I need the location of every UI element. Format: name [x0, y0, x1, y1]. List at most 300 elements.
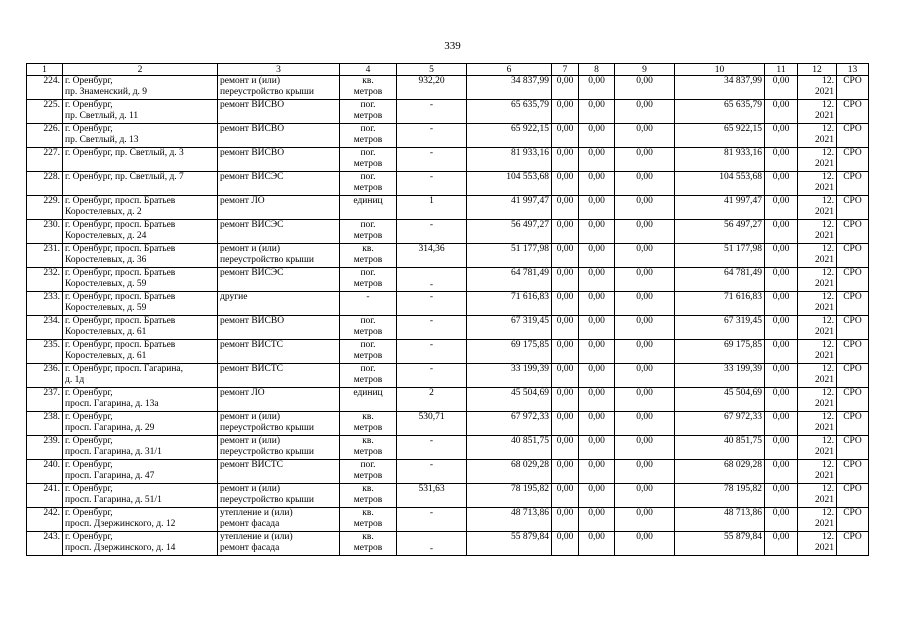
quantity-cell: 932,20: [397, 76, 467, 100]
column-header: 3: [218, 64, 340, 76]
unit-cell-line: метров: [353, 279, 383, 289]
value-cell-11: 0,00: [765, 340, 798, 364]
method-cell: СРО: [837, 364, 869, 388]
address-cell-line: Коростелевых, д. 61: [65, 327, 147, 337]
column-header: 4: [340, 64, 397, 76]
work-type-cell-line: ремонт ВИСВО: [220, 100, 285, 110]
value-cell-8: 0,00: [579, 292, 615, 316]
address-cell-line: просп. Гагарина, д. 51/1: [65, 495, 162, 505]
table-row: [27, 148, 869, 172]
unit-cell: [340, 196, 397, 220]
unit-cell-line: метров: [353, 351, 383, 361]
total-cost-cell: 69 175,85: [467, 340, 552, 364]
deadline-cell-line: 12.: [822, 220, 834, 230]
table-row: [27, 196, 869, 220]
address-cell: [63, 364, 218, 388]
deadline-cell-line: 2021: [815, 111, 834, 121]
unit-cell-line: метров: [353, 519, 383, 529]
unit-cell-line: пог.: [360, 460, 376, 470]
deadline-cell-line: 12.: [822, 172, 834, 182]
deadline-cell-line: 12.: [822, 196, 834, 206]
value-cell-10: 68 029,28: [675, 460, 765, 484]
value-cell-9: 0,00: [615, 244, 675, 268]
value-cell-7: 0,00: [552, 76, 579, 100]
unit-cell: [340, 508, 397, 532]
quantity-cell: 530,71: [397, 412, 467, 436]
unit-cell-line: метров: [353, 135, 383, 145]
deadline-cell: [798, 388, 837, 412]
register-table: [26, 63, 869, 556]
work-type-cell: [218, 220, 340, 244]
column-header: 5: [397, 64, 467, 76]
value-cell-8: 0,00: [579, 100, 615, 124]
value-cell-7: 0,00: [552, 484, 579, 508]
work-type-cell: [218, 76, 340, 100]
row-number: 233.: [27, 292, 63, 316]
row-number: 232.: [27, 268, 63, 292]
deadline-cell-line: 12.: [822, 532, 834, 542]
unit-cell-line: единиц: [353, 388, 383, 398]
method-cell: СРО: [837, 460, 869, 484]
address-cell-line: г. Оренбург, просп. Гагарина,: [65, 364, 183, 374]
quantity-cell: -: [397, 268, 467, 292]
deadline-cell-line: 12.: [822, 76, 834, 86]
table-row: [27, 124, 869, 148]
deadline-cell-line: 2021: [815, 87, 834, 97]
method-cell: СРО: [837, 100, 869, 124]
value-cell-9: 0,00: [615, 532, 675, 556]
unit-cell: [340, 100, 397, 124]
unit-cell-line: метров: [353, 423, 383, 433]
work-type-cell-line: ремонт фасада: [220, 519, 280, 529]
deadline-cell-line: 2021: [815, 327, 834, 337]
value-cell-9: 0,00: [615, 508, 675, 532]
method-cell: СРО: [837, 508, 869, 532]
quantity-cell: -: [397, 364, 467, 388]
value-cell-11: 0,00: [765, 532, 798, 556]
deadline-cell: [798, 268, 837, 292]
table-row: [27, 316, 869, 340]
deadline-cell-line: 12.: [822, 268, 834, 278]
work-type-cell: [218, 316, 340, 340]
value-cell-10: 51 177,98: [675, 244, 765, 268]
work-type-cell: [218, 124, 340, 148]
value-cell-10: 65 635,79: [675, 100, 765, 124]
total-cost-cell: 48 713,86: [467, 508, 552, 532]
address-cell: [63, 388, 218, 412]
row-number: 225.: [27, 100, 63, 124]
unit-cell-line: пог.: [360, 268, 376, 278]
value-cell-7: 0,00: [552, 268, 579, 292]
table-row: [27, 244, 869, 268]
unit-cell-line: метров: [353, 255, 383, 265]
deadline-cell-line: 12.: [822, 316, 834, 326]
unit-cell-line: -: [366, 292, 370, 302]
unit-cell: [340, 412, 397, 436]
quantity-cell: -: [397, 436, 467, 460]
unit-cell-line: метров: [353, 87, 383, 97]
deadline-cell: [798, 124, 837, 148]
work-type-cell-line: переустройство крыши: [220, 423, 314, 433]
table-row: [27, 76, 869, 100]
unit-cell-line: кв.: [362, 508, 374, 518]
table-row: [27, 292, 869, 316]
address-cell-line: г. Оренбург, просп. Братьев: [65, 340, 176, 350]
quantity-cell: 2: [397, 388, 467, 412]
deadline-cell-line: 2021: [815, 303, 834, 313]
work-type-cell-line: ремонт ВИСЭС: [220, 220, 284, 230]
row-number: 228.: [27, 172, 63, 196]
value-cell-8: 0,00: [579, 364, 615, 388]
deadline-cell: [798, 412, 837, 436]
value-cell-11: 0,00: [765, 172, 798, 196]
work-type-cell-line: ремонт и (или): [220, 436, 281, 446]
deadline-cell-line: 12.: [822, 412, 834, 422]
column-header: 9: [615, 64, 675, 76]
address-cell: [63, 316, 218, 340]
unit-cell-line: метров: [353, 471, 383, 481]
address-cell-line: г. Оренбург,: [65, 388, 113, 398]
address-cell-line: просп. Дзержинского, д. 12: [65, 519, 176, 529]
deadline-cell-line: 2021: [815, 423, 834, 433]
method-cell: СРО: [837, 148, 869, 172]
value-cell-11: 0,00: [765, 244, 798, 268]
work-type-cell-line: утепление и (или): [220, 508, 293, 518]
method-cell: СРО: [837, 268, 869, 292]
value-cell-9: 0,00: [615, 196, 675, 220]
work-type-cell: [218, 508, 340, 532]
table-row: [27, 388, 869, 412]
address-cell-line: г. Оренбург, просп. Братьев: [65, 196, 176, 206]
address-cell: [63, 484, 218, 508]
total-cost-cell: 71 616,83: [467, 292, 552, 316]
value-cell-9: 0,00: [615, 148, 675, 172]
deadline-cell-line: 2021: [815, 255, 834, 265]
total-cost-cell: 55 879,84: [467, 532, 552, 556]
value-cell-10: 41 997,47: [675, 196, 765, 220]
work-type-cell-line: другие: [220, 292, 248, 302]
address-cell-line: г. Оренбург,: [65, 100, 113, 110]
address-cell-line: Коростелевых, д. 61: [65, 351, 147, 361]
deadline-cell: [798, 76, 837, 100]
value-cell-9: 0,00: [615, 100, 675, 124]
unit-cell: [340, 148, 397, 172]
row-number: 240.: [27, 460, 63, 484]
quantity-cell: 314,36: [397, 244, 467, 268]
method-cell: СРО: [837, 124, 869, 148]
work-type-cell-line: ремонт и (или): [220, 244, 281, 254]
deadline-cell-line: 12.: [822, 436, 834, 446]
address-cell-line: г. Оренбург,: [65, 460, 113, 470]
deadline-cell-line: 12.: [822, 460, 834, 470]
total-cost-cell: 78 195,82: [467, 484, 552, 508]
unit-cell-line: метров: [353, 495, 383, 505]
work-type-cell-line: ремонт ВИСТС: [220, 460, 284, 470]
quantity-cell: -: [397, 220, 467, 244]
value-cell-8: 0,00: [579, 388, 615, 412]
method-cell: СРО: [837, 292, 869, 316]
deadline-cell-line: 12.: [822, 340, 834, 350]
unit-cell-line: метров: [353, 375, 383, 385]
deadline-cell-line: 2021: [815, 135, 834, 145]
value-cell-7: 0,00: [552, 220, 579, 244]
unit-cell-line: кв.: [362, 484, 374, 494]
value-cell-8: 0,00: [579, 412, 615, 436]
value-cell-10: 55 879,84: [675, 532, 765, 556]
unit-cell-line: кв.: [362, 412, 374, 422]
address-cell-line: д. 1д: [65, 375, 85, 385]
unit-cell: [340, 484, 397, 508]
value-cell-10: 69 175,85: [675, 340, 765, 364]
table-row: [27, 364, 869, 388]
value-cell-10: 67 319,45: [675, 316, 765, 340]
value-cell-7: 0,00: [552, 364, 579, 388]
table-row: [27, 172, 869, 196]
unit-cell: [340, 316, 397, 340]
row-number: 235.: [27, 340, 63, 364]
work-type-cell-line: переустройство крыши: [220, 447, 314, 457]
total-cost-cell: 51 177,98: [467, 244, 552, 268]
column-header: 10: [675, 64, 765, 76]
work-type-cell: [218, 268, 340, 292]
unit-cell: [340, 220, 397, 244]
value-cell-11: 0,00: [765, 388, 798, 412]
value-cell-9: 0,00: [615, 412, 675, 436]
value-cell-7: 0,00: [552, 244, 579, 268]
deadline-cell-line: 2021: [815, 471, 834, 481]
unit-cell: [340, 460, 397, 484]
work-type-cell-line: переустройство крыши: [220, 495, 314, 505]
total-cost-cell: 104 553,68: [467, 172, 552, 196]
total-cost-cell: 33 199,39: [467, 364, 552, 388]
value-cell-9: 0,00: [615, 388, 675, 412]
value-cell-11: 0,00: [765, 364, 798, 388]
work-type-cell-line: ремонт ВИСВО: [220, 148, 285, 158]
value-cell-8: 0,00: [579, 484, 615, 508]
total-cost-cell: 67 319,45: [467, 316, 552, 340]
unit-cell: [340, 268, 397, 292]
unit-cell-line: пог.: [360, 100, 376, 110]
deadline-cell-line: 12.: [822, 388, 834, 398]
deadline-cell: [798, 364, 837, 388]
work-type-cell-line: ремонт ЛО: [220, 388, 265, 398]
quantity-cell: -: [397, 508, 467, 532]
table-row: [27, 508, 869, 532]
address-cell: [63, 100, 218, 124]
work-type-cell-line: ремонт фасада: [220, 543, 280, 553]
value-cell-9: 0,00: [615, 364, 675, 388]
unit-cell-line: кв.: [362, 244, 374, 254]
deadline-cell: [798, 220, 837, 244]
work-type-cell: [218, 484, 340, 508]
total-cost-cell: 56 497,27: [467, 220, 552, 244]
unit-cell-line: метров: [353, 183, 383, 193]
deadline-cell-line: 2021: [815, 279, 834, 289]
page-number: 339: [444, 40, 461, 52]
deadline-cell: [798, 460, 837, 484]
address-cell-line: просп. Гагарина, д. 47: [65, 471, 155, 481]
deadline-cell: [798, 484, 837, 508]
method-cell: СРО: [837, 340, 869, 364]
quantity-cell: 531,63: [397, 484, 467, 508]
deadline-cell-line: 12.: [822, 292, 834, 302]
unit-cell: [340, 364, 397, 388]
value-cell-9: 0,00: [615, 316, 675, 340]
row-number: 229.: [27, 196, 63, 220]
work-type-cell-line: ремонт и (или): [220, 412, 281, 422]
value-cell-7: 0,00: [552, 460, 579, 484]
address-cell-line: г. Оренбург, просп. Братьев: [65, 292, 176, 302]
value-cell-8: 0,00: [579, 196, 615, 220]
value-cell-11: 0,00: [765, 292, 798, 316]
address-cell-line: г. Оренбург,: [65, 124, 113, 134]
value-cell-8: 0,00: [579, 172, 615, 196]
address-cell-line: просп. Гагарина, д. 31/1: [65, 447, 162, 457]
value-cell-8: 0,00: [579, 268, 615, 292]
deadline-cell-line: 2021: [815, 183, 834, 193]
address-cell: [63, 196, 218, 220]
value-cell-8: 0,00: [579, 76, 615, 100]
unit-cell-line: пог.: [360, 124, 376, 134]
address-cell-line: г. Оренбург,: [65, 76, 113, 86]
work-type-cell: [218, 388, 340, 412]
value-cell-11: 0,00: [765, 436, 798, 460]
address-cell-line: Коростелевых, д. 59: [65, 303, 147, 313]
value-cell-11: 0,00: [765, 100, 798, 124]
table-row: [27, 532, 869, 556]
work-type-cell-line: ремонт ВИСЭС: [220, 268, 284, 278]
work-type-cell: [218, 172, 340, 196]
deadline-cell-line: 2021: [815, 543, 834, 553]
column-header: 1: [27, 64, 63, 76]
row-number: 234.: [27, 316, 63, 340]
total-cost-cell: 41 997,47: [467, 196, 552, 220]
quantity-cell: 1: [397, 196, 467, 220]
quantity-cell: -: [397, 340, 467, 364]
deadline-cell: [798, 244, 837, 268]
row-number: 227.: [27, 148, 63, 172]
method-cell: СРО: [837, 412, 869, 436]
value-cell-9: 0,00: [615, 436, 675, 460]
value-cell-10: 34 837,99: [675, 76, 765, 100]
total-cost-cell: 40 851,75: [467, 436, 552, 460]
address-cell: [63, 244, 218, 268]
work-type-cell: [218, 292, 340, 316]
value-cell-7: 0,00: [552, 340, 579, 364]
value-cell-9: 0,00: [615, 340, 675, 364]
value-cell-11: 0,00: [765, 484, 798, 508]
value-cell-11: 0,00: [765, 316, 798, 340]
address-cell: [63, 292, 218, 316]
address-cell: [63, 340, 218, 364]
work-type-cell: [218, 532, 340, 556]
column-header: 7: [552, 64, 579, 76]
work-type-cell-line: ремонт ЛО: [220, 196, 265, 206]
row-number: 236.: [27, 364, 63, 388]
table-row: [27, 484, 869, 508]
address-cell-line: г. Оренбург,: [65, 532, 113, 542]
header-row: [27, 64, 869, 76]
table-row: [27, 220, 869, 244]
address-cell-line: пр. Знаменский, д. 9: [65, 87, 148, 97]
unit-cell-line: единиц: [353, 196, 383, 206]
table-row: [27, 436, 869, 460]
column-header: 6: [467, 64, 552, 76]
deadline-cell-line: 2021: [815, 495, 834, 505]
unit-cell: [340, 76, 397, 100]
address-cell-line: пр. Светлый, д. 13: [65, 135, 139, 145]
value-cell-9: 0,00: [615, 172, 675, 196]
deadline-cell-line: 12.: [822, 244, 834, 254]
work-type-cell: [218, 460, 340, 484]
work-type-cell-line: утепление и (или): [220, 532, 293, 542]
deadline-cell: [798, 172, 837, 196]
method-cell: СРО: [837, 388, 869, 412]
unit-cell-line: пог.: [360, 148, 376, 158]
address-cell: [63, 172, 218, 196]
value-cell-10: 64 781,49: [675, 268, 765, 292]
deadline-cell-line: 2021: [815, 351, 834, 361]
address-cell: [63, 220, 218, 244]
address-cell: [63, 268, 218, 292]
method-cell: СРО: [837, 172, 869, 196]
address-cell-line: Коростелевых, д. 24: [65, 231, 147, 241]
value-cell-10: 48 713,86: [675, 508, 765, 532]
work-type-cell-line: переустройство крыши: [220, 255, 314, 265]
address-cell-line: г. Оренбург,: [65, 436, 113, 446]
total-cost-cell: 45 504,69: [467, 388, 552, 412]
method-cell: СРО: [837, 532, 869, 556]
method-cell: СРО: [837, 484, 869, 508]
total-cost-cell: 34 837,99: [467, 76, 552, 100]
value-cell-11: 0,00: [765, 268, 798, 292]
value-cell-11: 0,00: [765, 76, 798, 100]
row-number: 224.: [27, 76, 63, 100]
deadline-cell-line: 2021: [815, 207, 834, 217]
value-cell-10: 40 851,75: [675, 436, 765, 460]
unit-cell-line: метров: [353, 159, 383, 169]
deadline-cell-line: 2021: [815, 399, 834, 409]
value-cell-7: 0,00: [552, 124, 579, 148]
value-cell-7: 0,00: [552, 532, 579, 556]
address-cell-line: г. Оренбург, пр. Светлый, д. 3: [65, 148, 184, 158]
work-type-cell-line: ремонт ВИСВО: [220, 316, 285, 326]
address-cell: [63, 124, 218, 148]
unit-cell-line: метров: [353, 543, 383, 553]
unit-cell-line: метров: [353, 111, 383, 121]
address-cell-line: просп. Дзержинского, д. 14: [65, 543, 176, 553]
address-cell-line: г. Оренбург,: [65, 484, 113, 494]
deadline-cell: [798, 316, 837, 340]
table-row: [27, 460, 869, 484]
deadline-cell-line: 12.: [822, 508, 834, 518]
address-cell-line: просп. Гагарина, д. 13а: [65, 399, 159, 409]
unit-cell: [340, 292, 397, 316]
address-cell-line: Коростелевых, д. 36: [65, 255, 147, 265]
work-type-cell: [218, 100, 340, 124]
deadline-cell-line: 2021: [815, 447, 834, 457]
deadline-cell: [798, 196, 837, 220]
address-cell-line: г. Оренбург, пр. Светлый, д. 7: [65, 172, 184, 182]
unit-cell-line: кв.: [362, 532, 374, 542]
method-cell: СРО: [837, 244, 869, 268]
value-cell-10: 81 933,16: [675, 148, 765, 172]
work-type-cell: [218, 436, 340, 460]
row-number: 238.: [27, 412, 63, 436]
value-cell-10: 67 972,33: [675, 412, 765, 436]
address-cell-line: просп. Гагарина, д. 29: [65, 423, 155, 433]
value-cell-11: 0,00: [765, 196, 798, 220]
